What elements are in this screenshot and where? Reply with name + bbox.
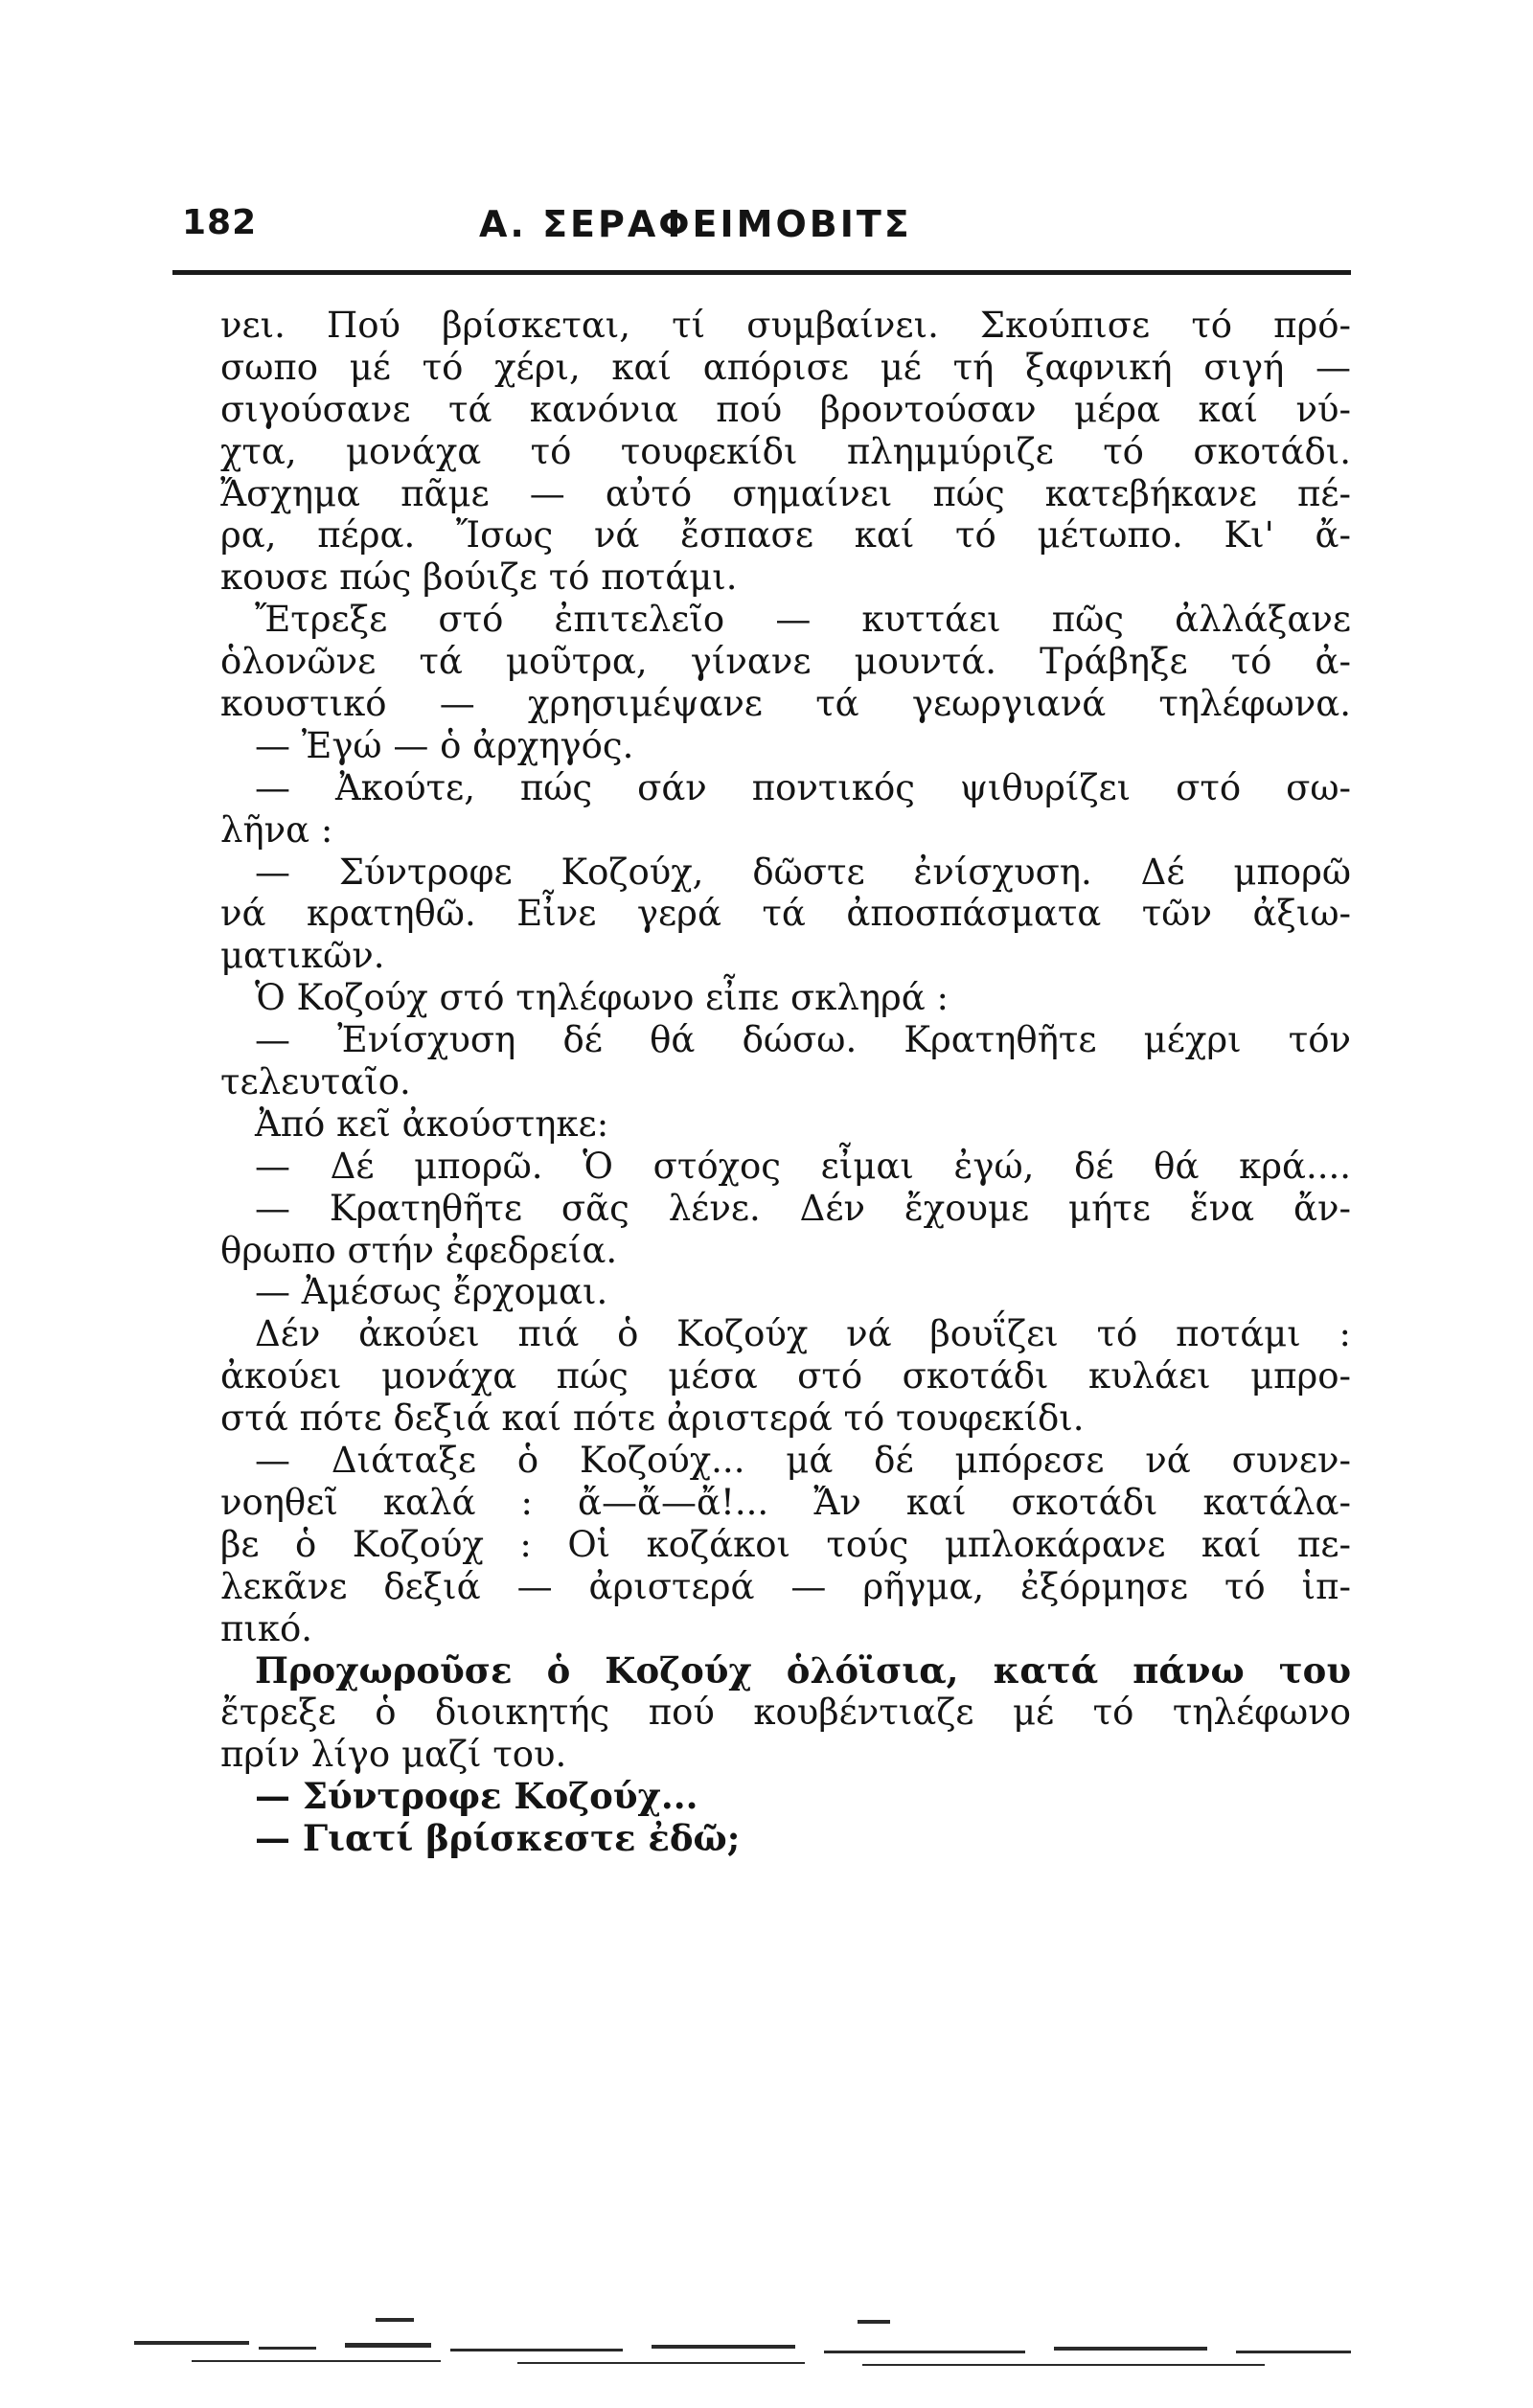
- text-line: — Σύντροφε Κοζούχ, δῶστε ἐνίσχυση. Δέ μπορῶ: [255, 851, 1351, 893]
- text-line: κουσε πώς βούιζε τό ποτάμι.: [220, 557, 738, 599]
- text-line: θρωπο στήν ἐφεδρεία.: [220, 1229, 618, 1271]
- text-line: ρα, πέρα. Ἴσως νά ἔσπασε καί τό μέτωπο. Κι' ἄ-: [220, 514, 1351, 557]
- text-line: — Ἀκούτε, πώς σάν ποντικός ψιθυρίζει στό σω-: [255, 766, 1351, 808]
- text-line: Ἀπό κεῖ ἀκούστηκε:: [255, 1102, 609, 1145]
- text-line: πρίν λίγο μαζί του.: [220, 1734, 567, 1776]
- running-head: [172, 203, 1341, 264]
- text-line: Ἔτρεξε στό ἐπιτελεῖο — κυττάει πῶς ἀλλάξανε: [255, 599, 1351, 641]
- text-line: νοηθεῖ καλά : ἄ—ἄ—ἄ!... Ἄν καί σκοτάδι κατάλα-: [220, 1481, 1351, 1523]
- text-line: χτα, μονάχα τό τουφεκίδι πλημμύριζε τό σκοτάδι.: [220, 430, 1351, 472]
- text-line: — Σύντροφε Κοζούχ...: [255, 1775, 698, 1818]
- text-line: — Ἐνίσχυση δέ θά δώσω. Κρατηθῆτε μέχρι τόν: [255, 1019, 1351, 1061]
- running-title: Α. ΣΕΡΑΦΕΙΜΟΒΙΤΣ: [479, 203, 912, 245]
- text-line: λῆνα :: [220, 808, 333, 851]
- scan-noise-marks: [0, 2318, 1533, 2375]
- text-line: ὁλονῶνε τά μοῦτρα, γίνανε μουντά. Τράβηξε τό ἀ-: [220, 641, 1351, 683]
- text-line: — Γιατί βρίσκεστε ἐδῶ;: [255, 1817, 741, 1860]
- text-line: νά κρατηθῶ. Εἶνε γερά τά ἀποσπάσματα τῶν ἀξιω-: [220, 893, 1351, 935]
- text-line: Ὁ Κοζούχ στό τηλέφωνο εἶπε σκληρά :: [255, 977, 949, 1019]
- text-line: ματικῶν.: [220, 935, 385, 977]
- text-line: κουστικό — χρησιμέψανε τά γεωργιανά τηλέφωνα.: [220, 683, 1351, 725]
- text-line: — Δέ μπορῶ. Ὁ στόχος εἶμαι ἐγώ, δέ θά κρά....: [255, 1145, 1351, 1187]
- text-line: βε ὁ Κοζούχ : Οἱ κοζάκοι τούς μπλοκάρανε καί πε-: [220, 1523, 1351, 1565]
- text-line: ἔτρεξε ὁ διοικητής πού κουβέντιαζε μέ τό τηλέφωνο: [220, 1692, 1351, 1734]
- body-text: [220, 305, 1351, 1860]
- text-line: λεκᾶνε δεξιά — ἀριστερά — ρῆγμα, ἐξόρμησε τό ἱπ-: [220, 1565, 1351, 1607]
- text-line: πικό.: [220, 1607, 312, 1649]
- text-line: Ἄσχημα πᾶμε — αὐτό σημαίνει πώς κατεβήκανε πέ-: [220, 472, 1351, 514]
- text-line: Δέν ἀκούει πιά ὁ Κοζούχ νά βουΐζει τό ποτάμι :: [255, 1313, 1351, 1355]
- page-number: 182: [182, 203, 258, 242]
- text-line: — Κρατηθῆτε σᾶς λένε. Δέν ἔχουμε μήτε ἕνα ἄν-: [255, 1187, 1351, 1229]
- text-line: — Ἀμέσως ἔρχομαι.: [255, 1271, 608, 1313]
- text-line: Προχωροῦσε ὁ Κοζούχ ὁλόϊσια, κατά πάνω του: [255, 1648, 1351, 1692]
- text-line: — Ἐγώ — ὁ ἀρχηγός.: [255, 724, 634, 766]
- text-line: σιγούσανε τά κανόνια πού βροντούσαν μέρα καί νύ-: [220, 388, 1351, 430]
- text-line: — Διάταξε ὁ Κοζούχ... μά δέ μπόρεσε νά συνεν-: [255, 1440, 1351, 1482]
- header-rule: [172, 270, 1351, 275]
- text-line: νει. Πού βρίσκεται, τί συμβαίνει. Σκούπισε τό πρό-: [220, 305, 1351, 346]
- text-line: ἀκούει μονάχα πώς μέσα στό σκοτάδι κυλάει μπρο-: [220, 1355, 1351, 1397]
- text-line: τελευταῖο.: [220, 1061, 411, 1103]
- text-line: στά πότε δεξιά καί πότε ἀριστερά τό τουφεκίδι.: [220, 1397, 1085, 1440]
- text-line: σωπο μέ τό χέρι, καί απόρισε μέ τή ξαφνική σιγή —: [220, 346, 1351, 388]
